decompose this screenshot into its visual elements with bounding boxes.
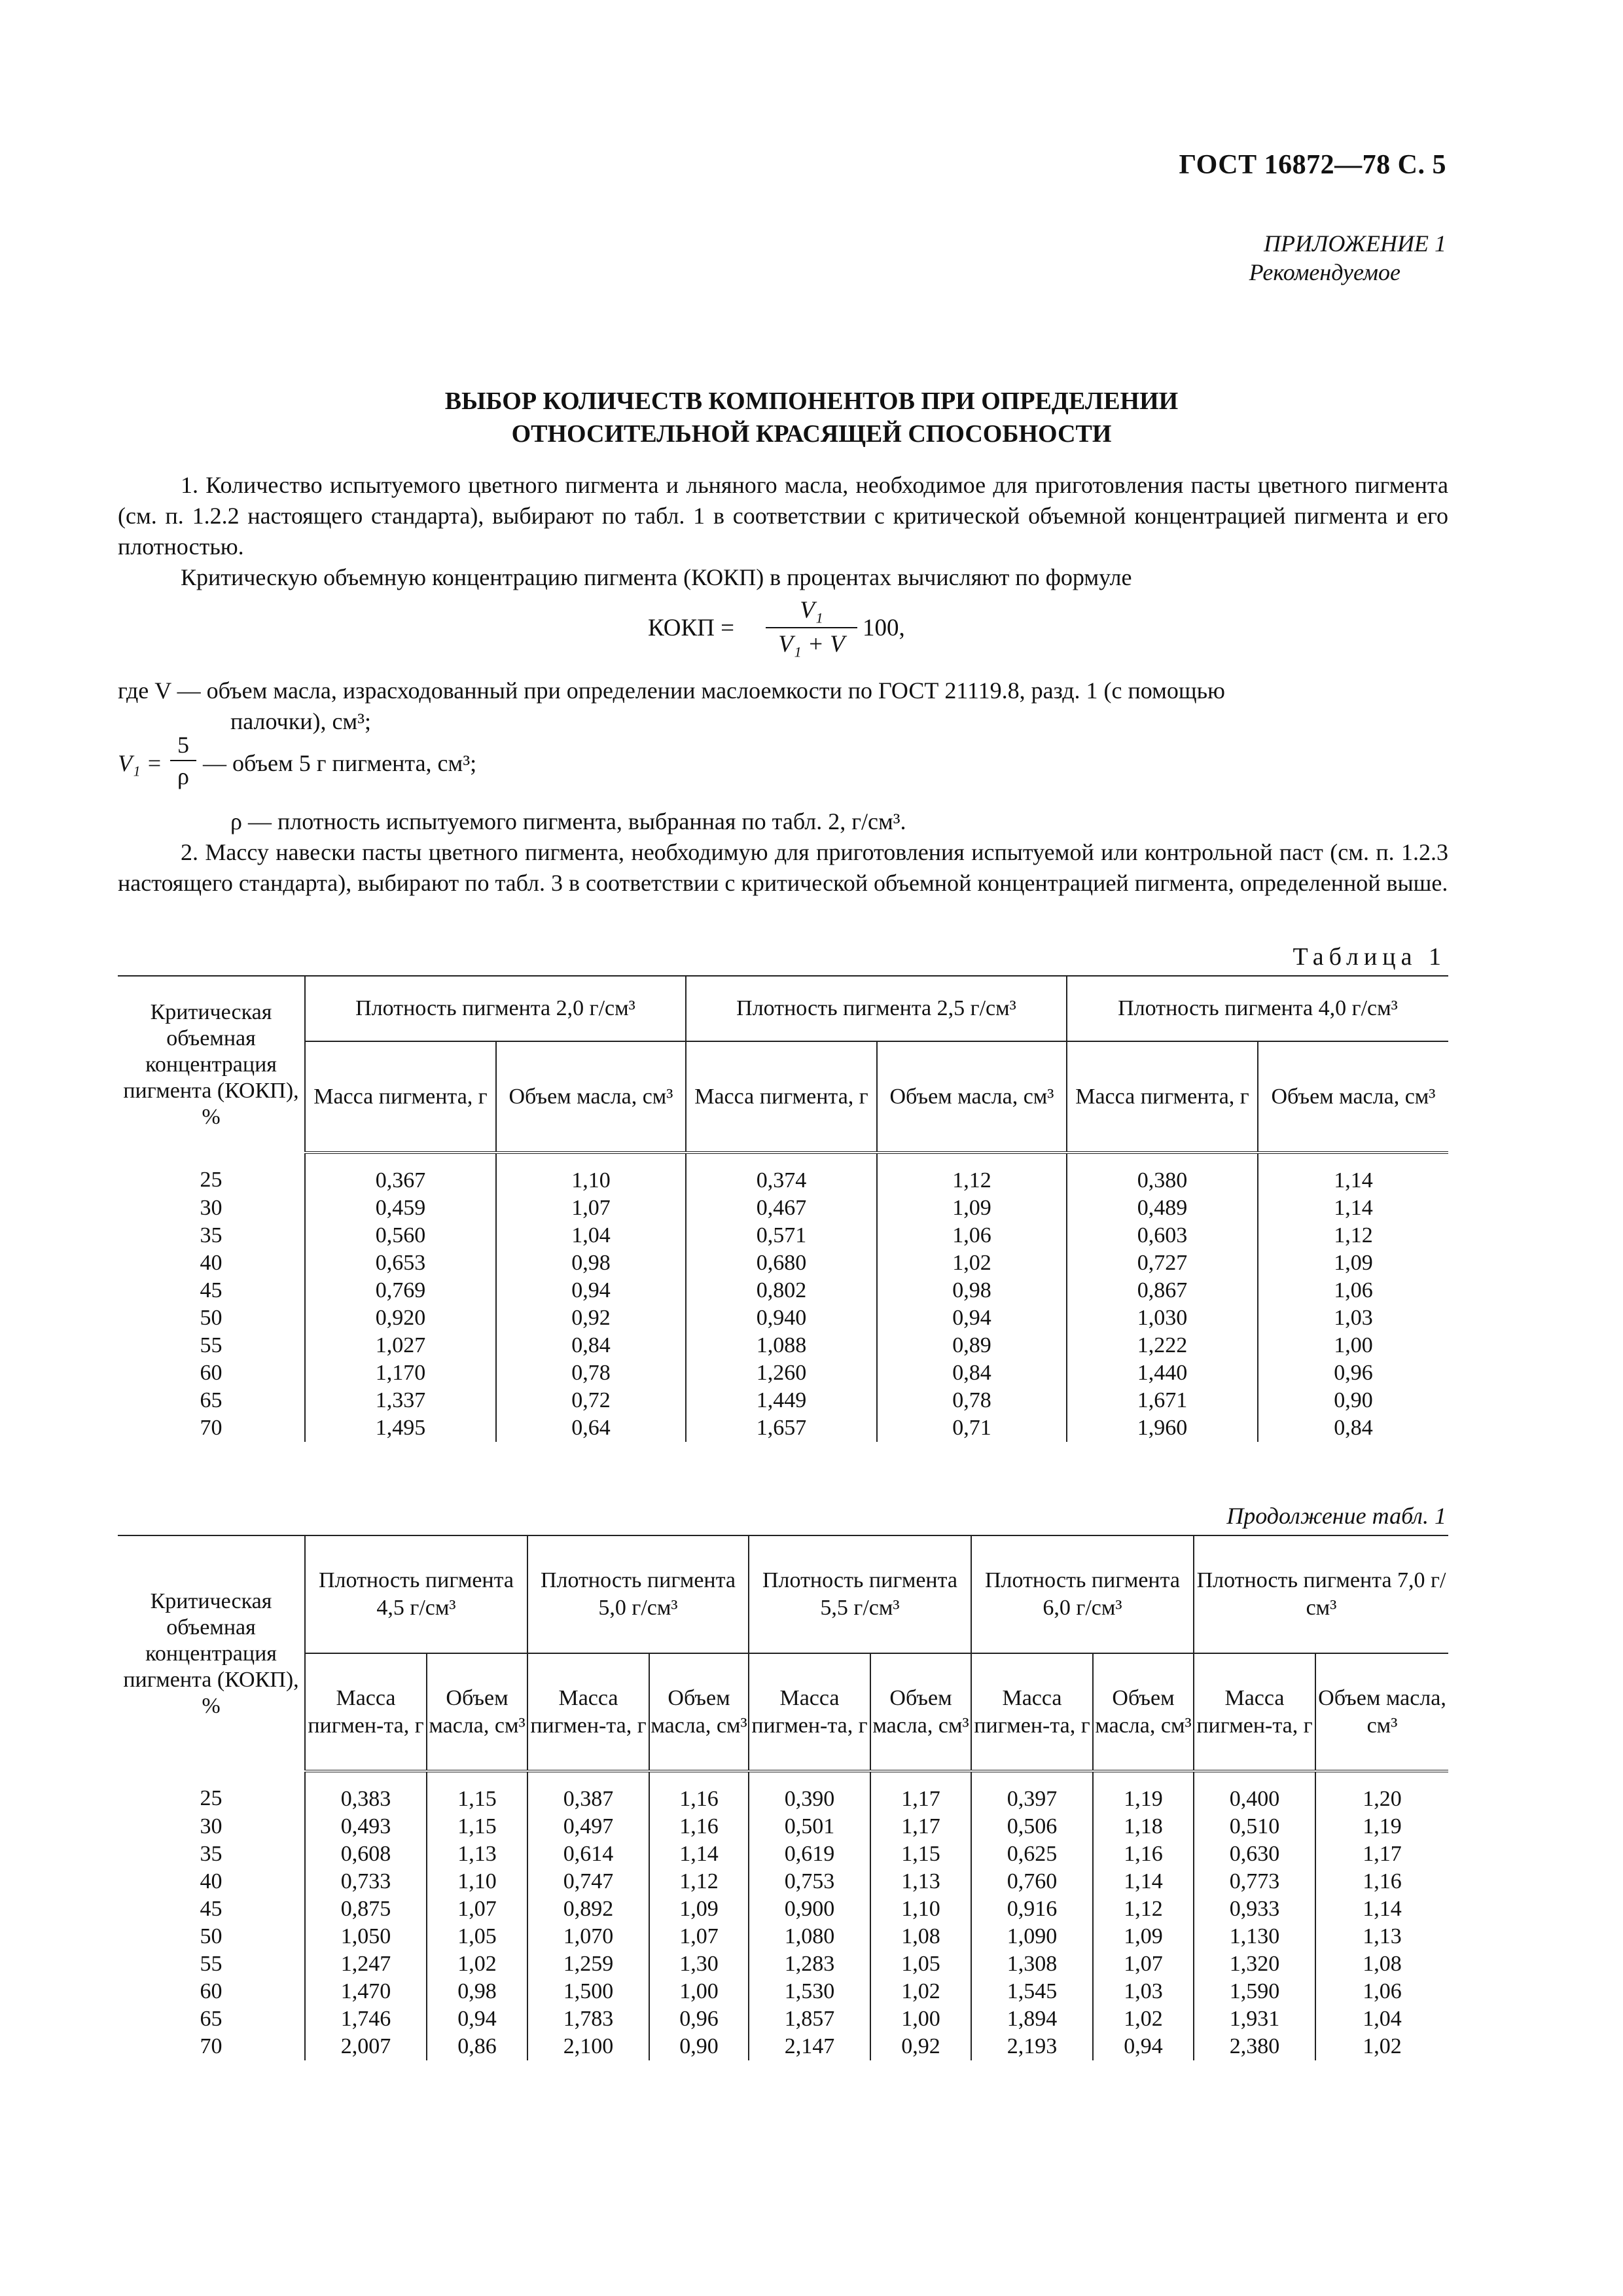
table-2-sub-header: Объем масла, см³	[1315, 1653, 1448, 1771]
table-cell-value: 1,495	[305, 1414, 496, 1442]
table-cell-value: 0,680	[686, 1249, 877, 1277]
table-cell-value: 1,17	[1315, 1840, 1448, 1868]
table-cell-kokp: 60	[200, 1361, 223, 1385]
table-1-group-header: Плотность пигмента 2,5 г/см³	[686, 976, 1067, 1041]
table-cell-value: 1,30	[649, 1950, 749, 1978]
table-cell-value: 1,20	[1315, 1771, 1448, 1813]
table-cell-value: 1,894	[971, 2005, 1093, 2033]
table-1	[118, 975, 1448, 1442]
table-2-group-header: Плотность пигмента 5,5 г/см³	[749, 1535, 971, 1653]
table-cell-kokp: 60	[200, 1979, 223, 2003]
table-cell-value: 0,400	[1194, 1771, 1315, 1813]
table-2-group-header: Плотность пигмента 5,0 г/см³	[527, 1535, 749, 1653]
table-cell-value: 1,14	[1258, 1194, 1448, 1222]
table-cell-value: 0,867	[1067, 1277, 1258, 1304]
table-cell-value: 0,387	[527, 1771, 649, 1813]
table-cell-value: 0,86	[427, 2033, 527, 2060]
table-cell-value: 0,374	[686, 1153, 877, 1194]
table-cell-value: 1,03	[1258, 1304, 1448, 1332]
table-cell-value: 1,02	[1093, 2005, 1194, 2033]
table-cell-value: 1,440	[1067, 1359, 1258, 1387]
table-row	[118, 1153, 1448, 1194]
table-cell-value: 1,14	[649, 1840, 749, 1868]
table-2-sub-header: Объем масла, см³	[649, 1653, 749, 1771]
table-cell-value: 1,16	[1315, 1868, 1448, 1895]
table-cell-value: 1,170	[305, 1359, 496, 1387]
table-cell-kokp: 65	[200, 1388, 223, 1412]
appendix-subtitle: Рекомендуемое	[1249, 259, 1400, 285]
table-cell-value: 0,64	[496, 1414, 686, 1442]
table-cell-value: 0,90	[649, 2033, 749, 2060]
table-row	[118, 1840, 1448, 1868]
table-cell-value: 1,260	[686, 1359, 877, 1387]
table-2-sub-header: Объем масла, см³	[1093, 1653, 1194, 1771]
table-1-sub-header: Объем масла, см³	[496, 1041, 686, 1153]
table-row	[118, 1332, 1448, 1359]
table-2-group-header: Плотность пигмента 6,0 г/см³	[971, 1535, 1194, 1653]
definition-rho: ρ — плотность испытуемого пигмента, выбранная по табл. 2, г/см³.	[230, 808, 906, 834]
table-1-header-crit: Критическая объемная концентрация пигмента (КОКП), %	[118, 976, 305, 1153]
table-cell-value: 1,320	[1194, 1950, 1315, 1978]
table-cell-value: 0,459	[305, 1194, 496, 1222]
table-cell-kokp: 70	[200, 2034, 223, 2058]
table-row	[118, 1304, 1448, 1332]
table-cell-value: 1,00	[1258, 1332, 1448, 1359]
table-cell-value: 1,088	[686, 1332, 877, 1359]
table-cell-value: 0,94	[427, 2005, 527, 2033]
table-2-group-header: Плотность пигмента 7,0 г/см³	[1194, 1535, 1448, 1653]
table-cell-value: 0,603	[1067, 1222, 1258, 1249]
table-cell-value: 0,933	[1194, 1895, 1315, 1923]
table-cell-value: 0,78	[496, 1359, 686, 1387]
table-cell-value: 1,09	[649, 1895, 749, 1923]
table-cell-value: 1,222	[1067, 1332, 1258, 1359]
table-cell-value: 1,04	[496, 1222, 686, 1249]
table-cell-value: 1,130	[1194, 1923, 1315, 1950]
table-cell-value: 0,760	[971, 1868, 1093, 1895]
table-cell-value: 1,13	[427, 1840, 527, 1868]
table-cell-value: 0,773	[1194, 1868, 1315, 1895]
paragraph-1: 1. Количество испытуемого цветного пигмента и льняного масла, необходимое для приготовления пасты цветного пигмента (см. п. 1.2.2 настоящего стандарта), выбирают по табл. 1 в соответствии с критической объемной концентрацией пигмента и его плотностью.	[118, 472, 1448, 560]
table-cell-value: 1,06	[1258, 1277, 1448, 1304]
table-2-sub-header: Масса пигмен-та, г	[971, 1653, 1093, 1771]
table-cell-kokp: 55	[200, 1952, 223, 1976]
table-cell-value: 0,501	[749, 1813, 870, 1840]
table-1-sub-header: Масса пигмента, г	[686, 1041, 877, 1153]
definition-v-text: где V — объем масла, израсходованный при определении маслоемкости по ГОСТ 21119.8, разд. 1 (с помощью	[118, 677, 1225, 704]
table-cell-value: 0,89	[877, 1332, 1067, 1359]
table-cell-value: 0,625	[971, 1840, 1093, 1868]
title-line-2: ОТНОСИТЕЛЬНОЙ КРАСЯЩЕЙ СПОСОБНОСТИ	[511, 420, 1112, 448]
table-cell-kokp: 25	[200, 1168, 223, 1192]
table-cell-value: 1,09	[1093, 1923, 1194, 1950]
appendix-title: ПРИЛОЖЕНИЕ 1	[1264, 230, 1446, 257]
document-title	[0, 385, 1623, 450]
table-cell-value: 1,05	[427, 1923, 527, 1950]
table-cell-value: 0,916	[971, 1895, 1093, 1923]
table-cell-value: 0,630	[1194, 1840, 1315, 1868]
table-cell-value: 1,671	[1067, 1387, 1258, 1414]
table-cell-kokp: 40	[200, 1251, 223, 1275]
table-cell-value: 1,17	[870, 1813, 971, 1840]
table-cell-value: 0,940	[686, 1304, 877, 1332]
table-cell-value: 2,193	[971, 2033, 1093, 2060]
table-cell-value: 1,00	[649, 1978, 749, 2005]
table-cell-value: 1,07	[1093, 1950, 1194, 1978]
table-cell-value: 1,10	[427, 1868, 527, 1895]
table-cell-kokp: 45	[200, 1278, 223, 1302]
formula-denominator: V₁ + V	[778, 631, 845, 658]
table-cell-value: 1,449	[686, 1387, 877, 1414]
table-cell-value: 1,04	[1315, 2005, 1448, 2033]
table-cell-value: 0,90	[1258, 1387, 1448, 1414]
table-cell-value: 1,931	[1194, 2005, 1315, 2033]
table-cell-value: 0,98	[427, 1978, 527, 2005]
table-cell-value: 1,080	[749, 1923, 870, 1950]
table-cell-value: 1,545	[971, 1978, 1093, 2005]
table-1-sub-header: Объем масла, см³	[1258, 1041, 1448, 1153]
table-cell-value: 0,72	[496, 1387, 686, 1414]
table-cell-value: 1,530	[749, 1978, 870, 2005]
table-cell-value: 0,560	[305, 1222, 496, 1249]
table-cell-value: 1,14	[1315, 1895, 1448, 1923]
table-cell-kokp: 40	[200, 1869, 223, 1893]
definition-v1	[118, 730, 641, 802]
table-row	[118, 1249, 1448, 1277]
table-cell-value: 1,337	[305, 1387, 496, 1414]
table-cell-kokp: 65	[200, 2007, 223, 2031]
table-row	[118, 1978, 1448, 2005]
table-cell-value: 0,84	[1258, 1414, 1448, 1442]
table-cell-value: 1,12	[649, 1868, 749, 1895]
table-1-sub-header: Объем масла, см³	[877, 1041, 1067, 1153]
table-2-sub-header: Объем масла, см³	[870, 1653, 971, 1771]
table-cell-kokp: 45	[200, 1897, 223, 1921]
table-cell-value: 0,78	[877, 1387, 1067, 1414]
table-cell-value: 1,05	[870, 1950, 971, 1978]
table-2-sub-header: Масса пигмен-та, г	[749, 1653, 870, 1771]
table-cell-value: 1,746	[305, 2005, 427, 2033]
table-cell-kokp: 35	[200, 1842, 223, 1866]
table-row	[118, 1771, 1448, 1813]
table-1-caption: Таблица 1	[1293, 943, 1446, 971]
table-cell-value: 1,08	[870, 1923, 971, 1950]
paragraph-1-block	[118, 470, 1448, 593]
table-2-sub-header: Масса пигмен-та, г	[305, 1653, 427, 1771]
table-cell-value: 1,590	[1194, 1978, 1315, 2005]
table-cell-value: 2,380	[1194, 2033, 1315, 2060]
table-cell-value: 1,00	[870, 2005, 971, 2033]
table-cell-value: 0,920	[305, 1304, 496, 1332]
table-cell-kokp: 25	[200, 1786, 223, 1810]
table-row	[118, 2033, 1448, 2060]
table-cell-value: 1,470	[305, 1978, 427, 2005]
table-cell-kokp: 50	[200, 1924, 223, 1948]
table-cell-value: 1,657	[686, 1414, 877, 1442]
table-cell-value: 1,16	[1093, 1840, 1194, 1868]
table-row	[118, 1387, 1448, 1414]
table-cell-value: 0,506	[971, 1813, 1093, 1840]
table-cell-value: 1,14	[1093, 1868, 1194, 1895]
table-cell-value: 1,030	[1067, 1304, 1258, 1332]
table-2-sub-header: Масса пигмен-та, г	[527, 1653, 649, 1771]
table-cell-value: 1,07	[496, 1194, 686, 1222]
table-cell-value: 1,13	[870, 1868, 971, 1895]
table-cell-value: 0,390	[749, 1771, 870, 1813]
table-cell-value: 1,17	[870, 1771, 971, 1813]
table-cell-value: 1,090	[971, 1923, 1093, 1950]
formula-rhs: 100,	[863, 615, 905, 641]
v1-text: — объем 5 г пигмента, см³;	[203, 750, 477, 776]
formula-numerator: V₁	[800, 597, 823, 624]
table-1-continued-caption: Продолжение табл. 1	[1226, 1503, 1446, 1529]
table-row	[118, 1923, 1448, 1950]
table-cell-value: 1,050	[305, 1923, 427, 1950]
table-cell-value: 0,900	[749, 1895, 870, 1923]
title-line-1: ВЫБОР КОЛИЧЕСТВ КОМПОНЕНТОВ ПРИ ОПРЕДЕЛЕНИИ	[444, 387, 1179, 415]
table-cell-value: 0,747	[527, 1868, 649, 1895]
table-cell-kokp: 70	[200, 1416, 223, 1440]
table-cell-value: 1,13	[1315, 1923, 1448, 1950]
table-cell-value: 1,19	[1093, 1771, 1194, 1813]
table-2-header-crit: Критическая объемная концентрация пигмента (КОКП), %	[118, 1535, 305, 1771]
table-cell-value: 1,18	[1093, 1813, 1194, 1840]
table-2-group-header: Плотность пигмента 4,5 г/см³	[305, 1535, 527, 1653]
table-2-body	[118, 1771, 1448, 2060]
table-cell-value: 1,19	[1315, 1813, 1448, 1840]
table-cell-value: 1,02	[1315, 2033, 1448, 2060]
table-cell-value: 1,247	[305, 1950, 427, 1978]
table-cell-value: 0,802	[686, 1277, 877, 1304]
table-cell-value: 1,12	[1258, 1222, 1448, 1249]
page-header: ГОСТ 16872—78 С. 5	[1179, 150, 1446, 180]
table-cell-value: 1,06	[1315, 1978, 1448, 2005]
table-cell-value: 1,12	[1093, 1895, 1194, 1923]
table-cell-value: 0,733	[305, 1868, 427, 1895]
formula-lhs: КОКП =	[648, 615, 734, 641]
table-row	[118, 1277, 1448, 1304]
table-cell-value: 1,15	[427, 1813, 527, 1840]
table-1-group-header: Плотность пигмента 4,0 г/см³	[1067, 976, 1448, 1041]
table-cell-value: 0,875	[305, 1895, 427, 1923]
table-cell-value: 0,367	[305, 1153, 496, 1194]
table-cell-value: 1,02	[870, 1978, 971, 2005]
table-cell-value: 0,493	[305, 1813, 427, 1840]
table-cell-value: 0,489	[1067, 1194, 1258, 1222]
table-cell-value: 1,283	[749, 1950, 870, 1978]
table-cell-value: 1,783	[527, 2005, 649, 2033]
table-cell-value: 2,007	[305, 2033, 427, 2060]
table-cell-value: 1,070	[527, 1923, 649, 1950]
table-2-sub-header: Масса пигмен-та, г	[1194, 1653, 1315, 1771]
table-cell-value: 1,10	[496, 1153, 686, 1194]
definition-v	[118, 675, 1448, 737]
table-cell-value: 0,96	[649, 2005, 749, 2033]
table-cell-value: 0,614	[527, 1840, 649, 1868]
table-cell-value: 0,92	[496, 1304, 686, 1332]
table-1-body	[118, 1153, 1448, 1442]
table-2-sub-header: Объем масла, см³	[427, 1653, 527, 1771]
table-cell-value: 1,02	[427, 1950, 527, 1978]
table-cell-value: 1,16	[649, 1813, 749, 1840]
table-cell-value: 1,960	[1067, 1414, 1258, 1442]
table-cell-value: 1,259	[527, 1950, 649, 1978]
table-cell-value: 1,10	[870, 1895, 971, 1923]
table-cell-value: 1,16	[649, 1771, 749, 1813]
definition-rho-block	[118, 806, 1448, 899]
table-cell-value: 0,98	[496, 1249, 686, 1277]
table-cell-value: 1,857	[749, 2005, 870, 2033]
table-1-sub-header: Масса пигмента, г	[305, 1041, 496, 1153]
table-cell-kokp: 30	[200, 1196, 223, 1220]
table-cell-value: 0,510	[1194, 1813, 1315, 1840]
definition-v-cont: палочки), см³;	[230, 708, 371, 734]
table-cell-value: 0,753	[749, 1868, 870, 1895]
appendix-label	[1249, 229, 1446, 287]
table-row	[118, 1194, 1448, 1222]
table-cell-value: 0,92	[870, 2033, 971, 2060]
table-cell-value: 1,08	[1315, 1950, 1448, 1978]
table-cell-value: 0,497	[527, 1813, 649, 1840]
table-cell-value: 0,397	[971, 1771, 1093, 1813]
table-cell-kokp: 55	[200, 1333, 223, 1357]
v1-label: V₁ =	[118, 750, 162, 776]
table-cell-value: 0,892	[527, 1895, 649, 1923]
table-cell-kokp: 50	[200, 1306, 223, 1330]
table-cell-value: 1,07	[427, 1895, 527, 1923]
table-cell-value: 1,14	[1258, 1153, 1448, 1194]
table-cell-value: 0,380	[1067, 1153, 1258, 1194]
table-cell-value: 1,027	[305, 1332, 496, 1359]
table-cell-value: 2,100	[527, 2033, 649, 2060]
table-cell-value: 0,608	[305, 1840, 427, 1868]
table-cell-value: 0,94	[1093, 2033, 1194, 2060]
table-cell-value: 1,07	[649, 1923, 749, 1950]
table-cell-value: 1,09	[1258, 1249, 1448, 1277]
formula-fraction	[766, 594, 857, 661]
table-cell-value: 0,727	[1067, 1249, 1258, 1277]
table-cell-value: 0,571	[686, 1222, 877, 1249]
table-cell-value: 1,09	[877, 1194, 1067, 1222]
table-row	[118, 1359, 1448, 1387]
table-cell-value: 1,12	[877, 1153, 1067, 1194]
v1-denominator: ρ	[177, 763, 189, 789]
table-cell-value: 0,98	[877, 1277, 1067, 1304]
table-row	[118, 1868, 1448, 1895]
v1-numerator: 5	[177, 732, 189, 758]
table-cell-value: 0,84	[877, 1359, 1067, 1387]
table-row	[118, 1222, 1448, 1249]
paragraph-1b: Критическую объемную концентрацию пигмента (КОКП) в процентах вычисляют по формуле	[181, 564, 1132, 590]
table-row	[118, 1813, 1448, 1840]
paragraph-2: 2. Массу навески пасты цветного пигмента, необходимую для приготовления испытуемой или контрольной паст (см. п. 1.2.3 настоящего стандарта), выбирают по табл. 3 в соответствии с критической объемной концентрацией пигмента, определенной выше.	[118, 839, 1448, 896]
table-cell-value: 0,84	[496, 1332, 686, 1359]
table-cell-value: 0,96	[1258, 1359, 1448, 1387]
table-cell-value: 0,467	[686, 1194, 877, 1222]
table-1-sub-header: Масса пигмента, г	[1067, 1041, 1258, 1153]
table-cell-value: 0,94	[877, 1304, 1067, 1332]
table-row	[118, 2005, 1448, 2033]
table-cell-value: 1,02	[877, 1249, 1067, 1277]
table-cell-kokp: 35	[200, 1223, 223, 1247]
table-row	[118, 1895, 1448, 1923]
table-cell-value: 0,71	[877, 1414, 1067, 1442]
table-1-continued	[118, 1535, 1448, 2060]
table-cell-value: 1,15	[870, 1840, 971, 1868]
table-cell-value: 0,94	[496, 1277, 686, 1304]
table-cell-value: 0,383	[305, 1771, 427, 1813]
table-cell-value: 0,653	[305, 1249, 496, 1277]
table-row	[118, 1414, 1448, 1442]
table-row	[118, 1950, 1448, 1978]
table-1-group-header: Плотность пигмента 2,0 г/см³	[305, 976, 686, 1041]
table-cell-value: 1,500	[527, 1978, 649, 2005]
table-cell-value: 0,619	[749, 1840, 870, 1868]
table-cell-kokp: 30	[200, 1814, 223, 1839]
table-cell-value: 1,03	[1093, 1978, 1194, 2005]
table-cell-value: 2,147	[749, 2033, 870, 2060]
table-cell-value: 1,308	[971, 1950, 1093, 1978]
table-cell-value: 0,769	[305, 1277, 496, 1304]
table-cell-value: 1,06	[877, 1222, 1067, 1249]
table-cell-value: 1,15	[427, 1771, 527, 1813]
v1-fraction	[170, 730, 196, 791]
